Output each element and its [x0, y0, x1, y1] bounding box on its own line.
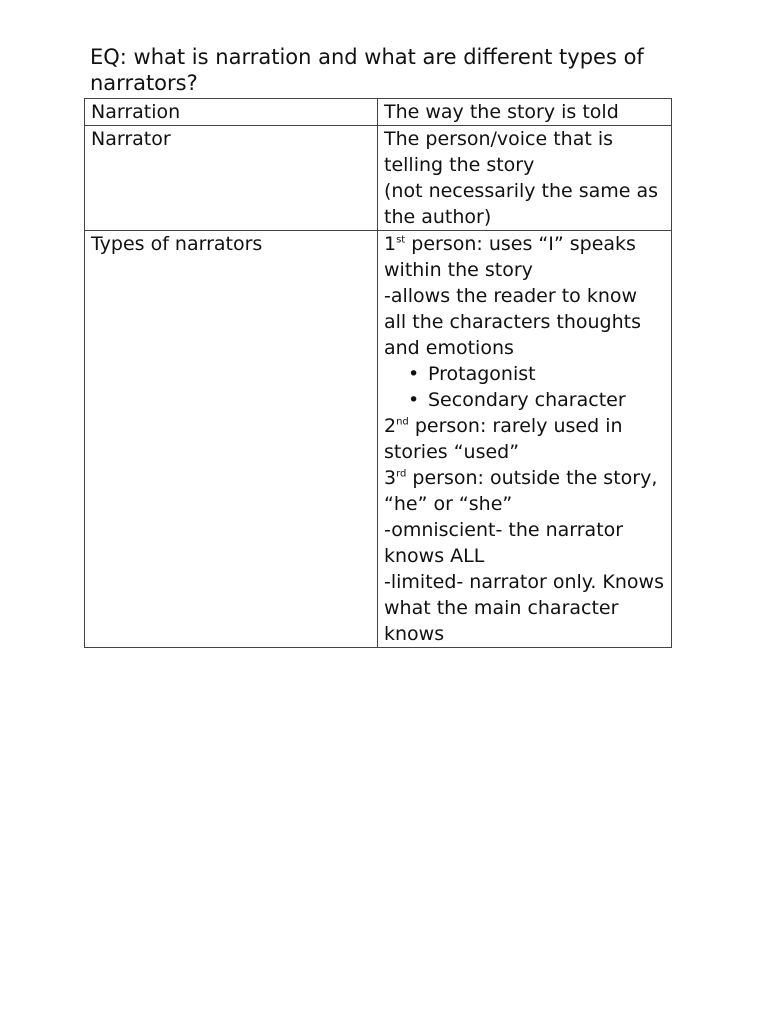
ordinal-number: 3 [384, 467, 397, 489]
limited-text: -limited- narrator only. Knows what the main character knows [384, 571, 664, 645]
list-item: • Protagonist [428, 361, 665, 387]
ordinal-suffix: nd [396, 416, 409, 428]
term-cell: Narrator [85, 126, 378, 231]
definition-cell [378, 126, 672, 231]
page-title: EQ: what is narration and what are different types of narrators? [90, 45, 644, 95]
table-row [85, 99, 672, 126]
table-row [85, 126, 672, 231]
list-item: • Secondary character [428, 387, 665, 413]
definition-cell [378, 231, 672, 648]
document-page [84, 44, 674, 648]
ordinal-number: 2 [384, 415, 397, 437]
definition-text: The way the story is told [384, 101, 619, 123]
definition-cell [378, 99, 672, 126]
ordinal-number: 1 [384, 233, 397, 255]
ordinal-suffix: rd [396, 468, 407, 480]
ordinal-suffix: st [396, 234, 406, 246]
term-cell: Narration [85, 99, 378, 126]
first-person-detail: -allows the reader to know all the characters thoughts and emotions [384, 285, 641, 359]
first-person-bullets [384, 361, 665, 413]
first-person-line [384, 231, 665, 283]
definition-text: The person/voice that is telling the story [384, 128, 614, 176]
narration-table [84, 98, 672, 648]
third-person-text: person: outside the story, “he” or “she” [384, 467, 658, 515]
omniscient-text: -omniscient- the narrator knows ALL [384, 519, 624, 567]
second-person-line [384, 413, 665, 465]
definition-note: (not necessarily the same as the author) [384, 180, 659, 228]
term-cell: Types of narrators [85, 231, 378, 648]
third-person-line [384, 465, 665, 517]
second-person-text: person: rarely used in stories “used” [384, 415, 623, 463]
first-person-text: person: uses “I” speaks within the story [384, 233, 636, 281]
table-row [85, 231, 672, 648]
